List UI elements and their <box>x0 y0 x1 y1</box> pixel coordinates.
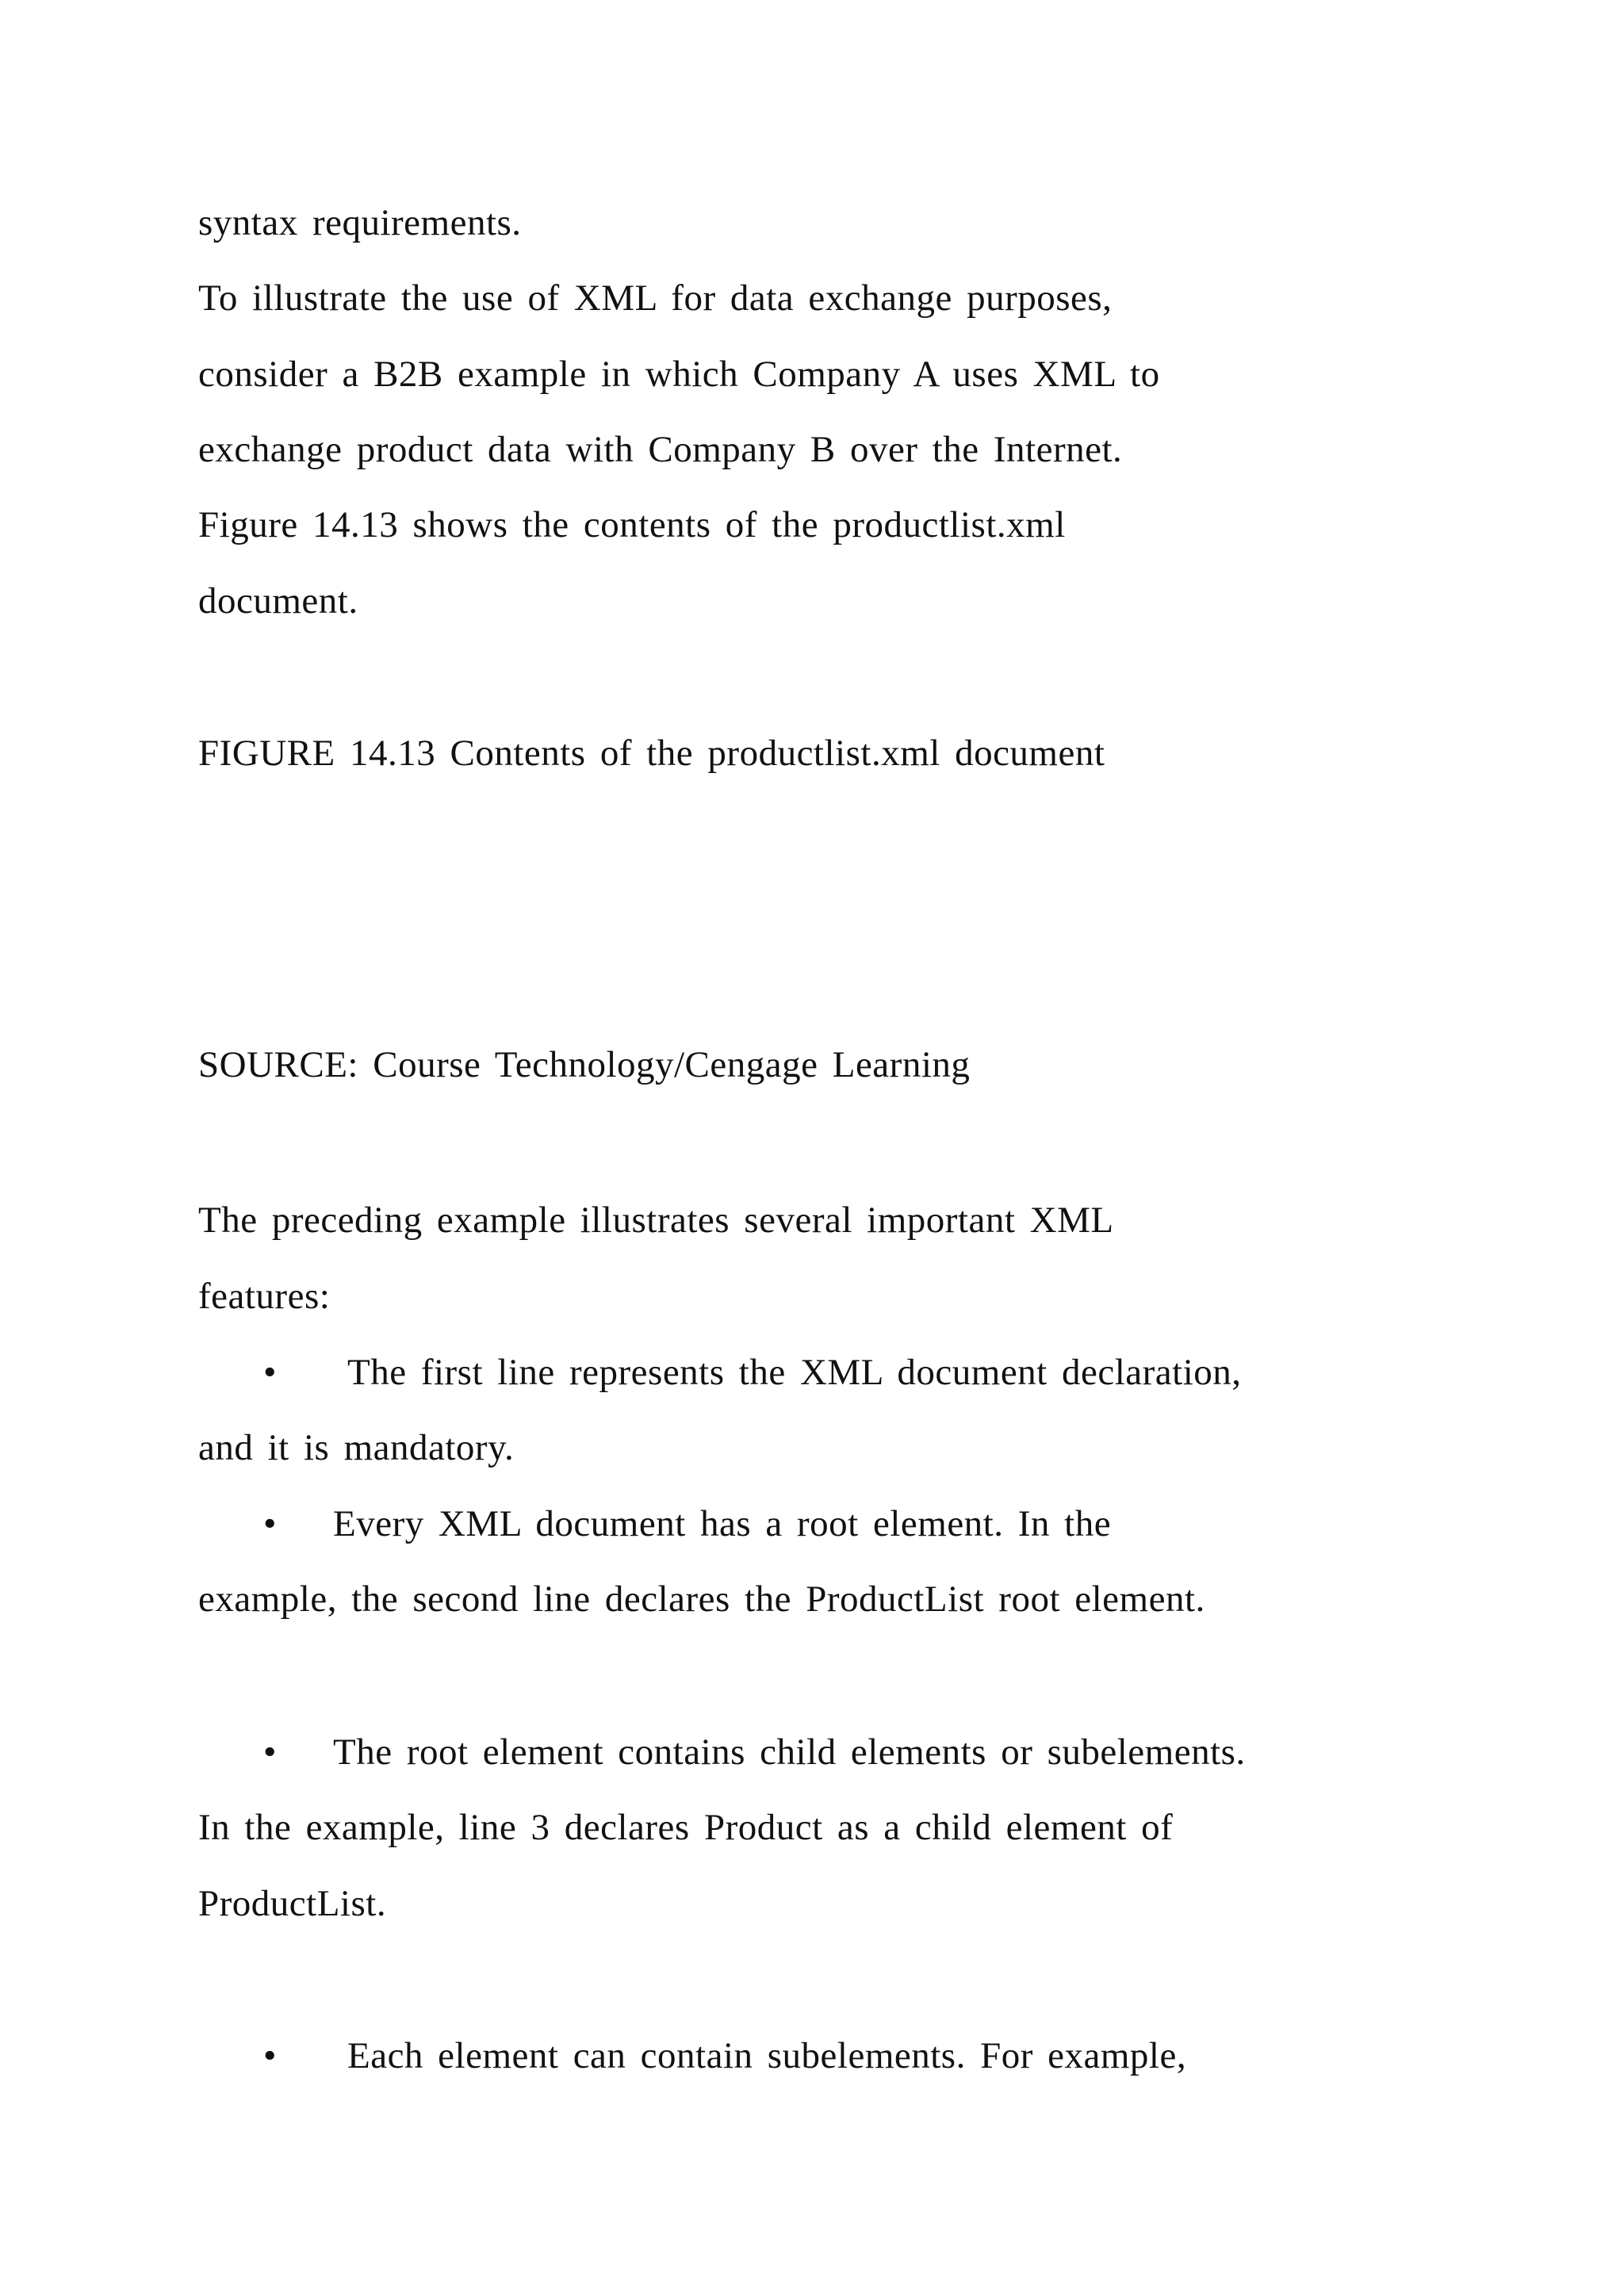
bullet-continuation: In the example, line 3 declares Product as a child element of <box>198 1807 1174 1848</box>
paragraph-line: exchange product data with Company B over the Internet. <box>198 429 1123 470</box>
figure-source: SOURCE: Course Technology/Cengage Learning <box>198 1044 971 1085</box>
bullet-text: Each element can contain subelements. For example, <box>347 2035 1187 2076</box>
bullet-continuation: and it is mandatory. <box>198 1427 515 1468</box>
paragraph-line: The preceding example illustrates several important XML <box>198 1200 1114 1241</box>
bullet-text: The first line represents the XML document declaration, <box>347 1352 1242 1393</box>
bullet-text: The root element contains child elements or subelements. <box>333 1732 1246 1773</box>
figure-caption: FIGURE 14.13 Contents of the productlist.xml document <box>198 733 1105 774</box>
bullet-symbol: • <box>263 2035 277 2076</box>
paragraph-line: To illustrate the use of XML for data exchange purposes, <box>198 277 1113 319</box>
bullet-symbol: • <box>263 1352 277 1393</box>
paragraph-line: document. <box>198 580 358 622</box>
paragraph-line: consider a B2B example in which Company A uses XML to <box>198 354 1160 395</box>
bullet-continuation: example, the second line declares the ProductList root element. <box>198 1578 1205 1620</box>
paragraph-line: Figure 14.13 shows the contents of the productlist.xml <box>198 504 1066 545</box>
bullet-continuation: ProductList. <box>198 1883 387 1924</box>
bullet-text: Every XML document has a root element. In the <box>333 1503 1112 1544</box>
paragraph-line: features: <box>198 1276 331 1317</box>
bullet-symbol: • <box>263 1503 277 1544</box>
paragraph-line: syntax requirements. <box>198 202 522 243</box>
bullet-symbol: • <box>263 1732 277 1773</box>
